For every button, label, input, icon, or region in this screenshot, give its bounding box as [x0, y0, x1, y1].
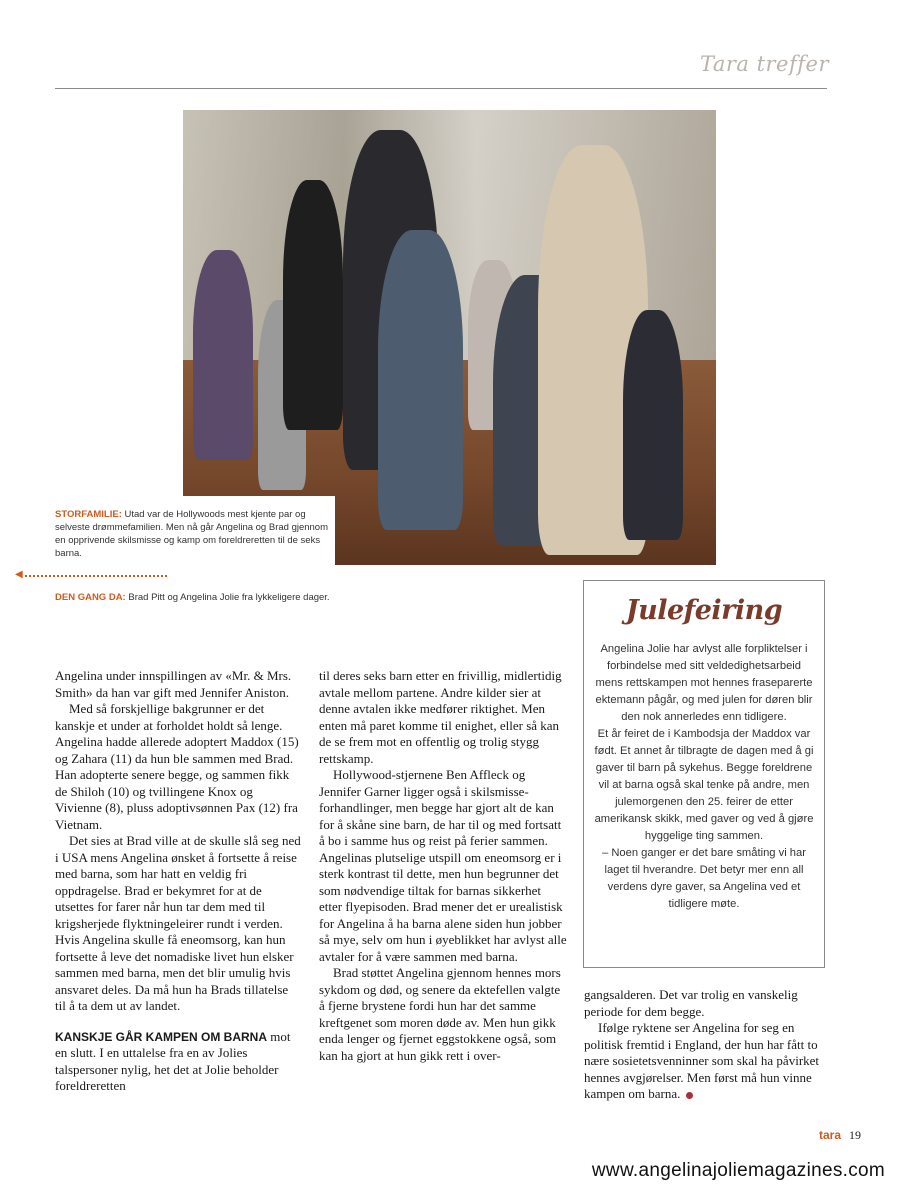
body-paragraph: Angelina under innspillingen av «Mr. & Mrs. Smith» da han var gift med Jennifer Aniston. — [55, 668, 292, 700]
sidebar-paragraph: Angelina Jolie har avlyst alle forpliktelser i forbindelse med sitt veldedighetsarbeid mens rettskampen mot hennes fraseparerte ektemann pågår, og med julen for døren blir den nok annerledes enn tidligere. — [595, 643, 813, 723]
closing-text: Ifølge ryktene ser Angelina for seg en politisk fremtid i England, der hun har fått to nære sosietetsvenninner som skal ha påvirket hennes avgjørelser. Men først må hun vinne kampen om barna. — [584, 1020, 820, 1101]
article-column-1 — [55, 668, 301, 1095]
photo-figure — [378, 230, 463, 530]
caption-text: Utad var de Hollywoods mest kjente par og selveste drømmefamilien. Men nå går Angelina og Brad gjennom en opprivende skilsmisse og kamp om foreldreretten til de seks barna. — [55, 509, 329, 559]
body-paragraph — [584, 1020, 826, 1103]
body-paragraph: Brad støttet Angelina gjennom hennes mors sykdom og død, og senere da ektefellen valgte å fjerne brystene fordi hun har det samme kreftgenet som moren døde av. Men hun gikk enda lenger og fjernet eggstokkene også, som kan ha gjort at hun gikk rett i over- — [319, 965, 561, 1063]
photo-figure — [283, 180, 343, 430]
photo-figure — [623, 310, 683, 540]
inset-caption — [55, 591, 335, 604]
body-paragraph: Med så forskjellige bakgrunner er det kanskje et under at forholdet holdt så lenge. Angelina hadde allerede adoptert Maddox (15) og Zahara (11) da hun ble sammen med Brad. Han adopterte senere begge, og sammen fikk de Shiloh (10) og tvillingene Knox og Vivienne (8), pluss adoptivsønnen Pax (12) fra Vietnam. — [55, 701, 299, 832]
page-number: 19 — [849, 1128, 861, 1142]
page-folio — [819, 1128, 861, 1143]
article-column-3 — [584, 987, 826, 1103]
end-mark-icon — [686, 1092, 693, 1099]
section-kicker: KANSKJE GÅR KAMPEN OM BARNA — [55, 1029, 268, 1044]
section-label: Tara treffer — [699, 52, 829, 76]
article-column-2 — [319, 668, 567, 1064]
caption-lead: STORFAMILIE: — [55, 509, 122, 520]
body-paragraph — [55, 1029, 301, 1095]
watermark-url: www.angelinajoliemagazines.com — [591, 1160, 885, 1181]
body-paragraph: Hollywood-stjernene Ben Affleck og Jennifer Garner ligger også i skilsmisse-forhandlinger, men begge har gjort alt de kan for å skåne sine barn, de har til og med fortsatt å bo i samme hus og reist på ferier sammen. Angelinas plutselige utspill om eneomsorg er i sterk kontrast til dette, men hun begrunner det som nødvendige tiltak for barnas sikkerhet etter flyepisoden. Brad mener det er urealistisk for Angelina å ha barna alene siden hun jobber så mye, selv om hun i øyeblikket har avlyst alle avtaler for å være sammen med barna. — [319, 767, 567, 964]
magazine-name: tara — [818, 1128, 841, 1142]
sidebar-title: Julefeiring — [625, 595, 783, 626]
caption-lead: DEN GANG DA: — [55, 592, 126, 603]
photo-figure — [193, 250, 253, 460]
body-paragraph: Det sies at Brad ville at de skulle slå seg ned i USA mens Angelina ønsket å fortsette å reise med barna, som har hatt en veldig fri oppdragelse. Brad er bekymret for at de utsettes for farer når hun tar dem med til krigsherjede flyktningeleirer rundt i verden. Hvis Angelina skulle få eneomsorg, kan hun fortsette å leve det nomadiske livet hun elsker sammen med barna, men det blir umulig hvis ansvaret deles. Da må hun ha Brads tillatelse til å ta dem ut av landet. — [55, 833, 301, 1013]
header-divider — [55, 88, 827, 89]
body-paragraph: gangsalderen. Det var trolig en vanskelig periode for dem begge. — [584, 987, 798, 1019]
kicker-continuation: mot en slutt. I en uttalelse fra en av Jolies talspersoner nylig, het det at Jolie beholder foreldreretten — [55, 1028, 291, 1093]
sidebar-body — [592, 641, 816, 913]
caption-text: Brad Pitt og Angelina Jolie fra lykkeligere dager. — [125, 592, 330, 603]
sidebar-box — [583, 580, 825, 968]
sidebar-paragraph: Et år feiret de i Kambodsja der Maddox var født. Et annet år tilbragte de dagen med å gi gaver til barn på sykehus. Begge foreldrene vil at barna også skal tenke på andre, men julemorgenen den 25. feirer de etter amerikansk skikk, med gaver og ved å gjøre hyggelige ting sammen. — [594, 728, 814, 842]
arrow-left-icon: ◀ — [15, 569, 167, 581]
body-paragraph: til deres seks barn etter en frivillig, midlertidig avtale mellom partene. Andre kilder sier at denne avtalen ikke medfører riktighet. Men enten må paret komme til enighet, eller så kan de se frem mot en offentlig og trolig stygg rettskamp. — [319, 668, 562, 766]
photo-caption — [55, 508, 330, 560]
sidebar-paragraph: – Noen ganger er det bare småting vi har laget til hverandre. Det betyr mer enn all verdens dyre gaver, sa Angelina ved et tidligere møte. — [602, 847, 806, 910]
